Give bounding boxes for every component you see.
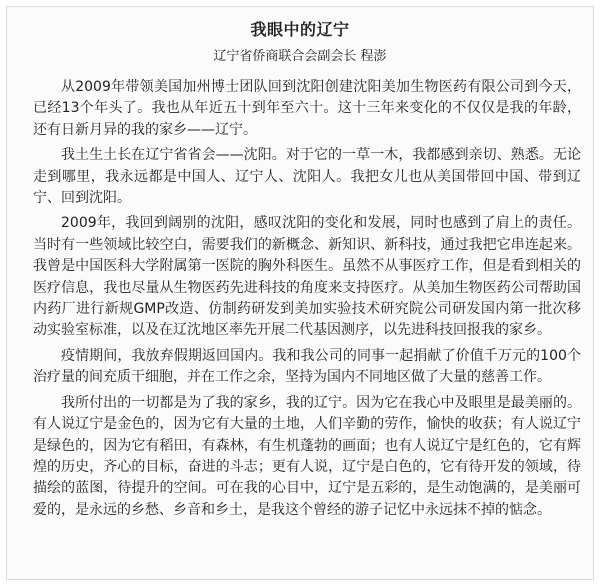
paragraph-5: 我所付出的一切都是为了我的家乡，我的辽宁。因为它在我心中及眼里是最美丽的。有人说辽宁是金色的，因为它有大量的土地，人们辛勤的劳作，愉快的收获；有人说辽宁是绿色的，因为它有稻田，有森林，有生机蓬勃的画面；也有人说辽宁是红色的，它有辉煌的历史，齐心的目标，奋进的斗志；更有人说，辽宁是白色的，它有待开发的领域，待描绘的蓝图，待提升的空间。可在我的心目中，辽宁是五彩的，是生动饱满的，是美丽可爱的，是永远的乡愁、乡音和乡土，是我这个曾经的游子记忆中永远抹不掉的惦念。 <box>33 394 581 518</box>
paragraph-4: 疫情期间，我放弃假期返回国内。我和我公司的同事一起捐献了价值千万元的100个治疗量的间充质干细胞，并在工作之余，坚持为国内不同地区做了大量的慈善工作。 <box>33 347 581 386</box>
article-body <box>33 77 581 525</box>
article-title: 我眼中的辽宁 <box>250 20 350 39</box>
article-byline: 辽宁省侨商联合会副会长 程澎 <box>213 49 387 64</box>
paragraph-2: 我土生土长在辽宁省省会——沈阳。对于它的一草一木，我都感到亲切、熟悉。无论走到哪里，我永远都是中国人、辽宁人、沈阳人。我把女儿也从美国带回中国、带到辽宁、回到沈阳。 <box>33 147 581 207</box>
paragraph-3: 2009年，我回到阔别的沈阳，感叹沈阳的变化和发展，同时也感到了肩上的责任。当时有一些领域比较空白，需要我们的新概念、新知识、新科技，通过我把它串连起来。我曾是中国医科大学附属第一医院的胸外科医生。虽然不从事医疗工作，但是看到相关的医疗信息，我也尽量从生物医药先进科技的角度来支持医疗。从美加生物医药公司帮助国内药厂进行新规GMP改造、仿制药研发到美加实验技术研究院公司研发国内第一批次移动实验室标准，以及在辽沈地区率先开展二代基因测序，以先进科技回报我的家乡。 <box>33 215 581 339</box>
article-frame <box>6 6 594 580</box>
paragraph-1: 从2009年带领美国加州博士团队回到沈阳创建沈阳美加生物医药有限公司到今天，已经13个年头了。我也从年近五十到年至六十。这十三年来变化的不仅仅是我的年龄，还有日新月异的我的家乡——辽宁。 <box>33 79 581 138</box>
